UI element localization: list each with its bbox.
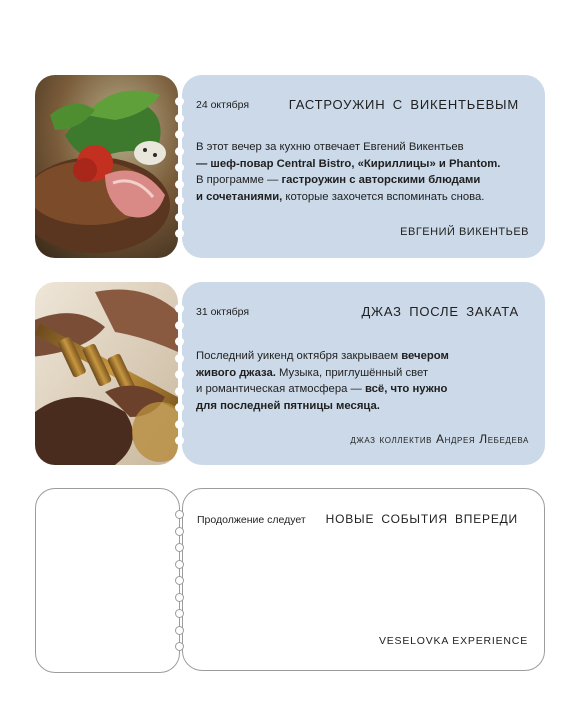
- description-segment: для последней пятницы месяца.: [196, 399, 380, 412]
- description-segment: гастроужин с авторскими блюдами: [281, 174, 481, 186]
- description-segment: живого джаза.: [196, 366, 276, 379]
- empty-stub: [35, 488, 180, 673]
- event-description: [196, 348, 536, 414]
- description-segment: В программе —: [196, 174, 282, 186]
- event-date: 24 октября: [196, 99, 250, 111]
- description-segment: которые захочется вспоминать снова.: [282, 190, 485, 203]
- description-segment: — шеф-повар Central Bistro, «Кириллицы» и Phantom.: [196, 157, 501, 170]
- description-segment: всё, что нужно: [364, 383, 448, 395]
- event-title: ГАСТРОУЖИН С ВИКЕНТЬЕВЫМ: [288, 97, 519, 112]
- event-card-gastro-dinner[interactable]: [35, 75, 545, 258]
- event-host: джаз коллектив Андрея Лебедева: [350, 432, 529, 446]
- event-date: Продолжение следует: [197, 514, 306, 526]
- event-card-jazz-night[interactable]: [35, 282, 545, 465]
- description-segment: и романтическая атмосфера —: [196, 383, 365, 395]
- description-segment: В этот вечер за кухню отвечает Евгений Викентьев: [196, 141, 464, 153]
- event-card-coming-soon[interactable]: [35, 488, 545, 671]
- event-title: НОВЫЕ СОБЫТИЯ ВПЕРЕДИ: [325, 512, 518, 526]
- brand-name: VESELOVKA EXPERIENCE: [378, 635, 528, 647]
- event-title: ДЖАЗ ПОСЛЕ ЗАКАТА: [361, 304, 519, 319]
- event-card-body: [182, 75, 545, 258]
- description-segment: Последний уикенд октября закрываем: [196, 350, 402, 362]
- event-description: [196, 139, 536, 205]
- description-segment: Музыка, приглушённый свет: [275, 366, 429, 379]
- trumpet-photo: [35, 282, 178, 465]
- event-card-body: [182, 282, 545, 465]
- ticket-perforation: [172, 510, 188, 659]
- ticket-perforation: [172, 97, 188, 246]
- ticket-perforation: [172, 304, 188, 453]
- event-card-body: [182, 488, 545, 671]
- description-segment: и сочетаниями,: [196, 190, 283, 203]
- event-date: 31 октября: [196, 306, 250, 318]
- description-segment: вечером: [401, 350, 449, 362]
- event-host: ЕВГЕНИЙ ВИКЕНТЬЕВ: [400, 226, 529, 238]
- food-photo: [35, 75, 178, 258]
